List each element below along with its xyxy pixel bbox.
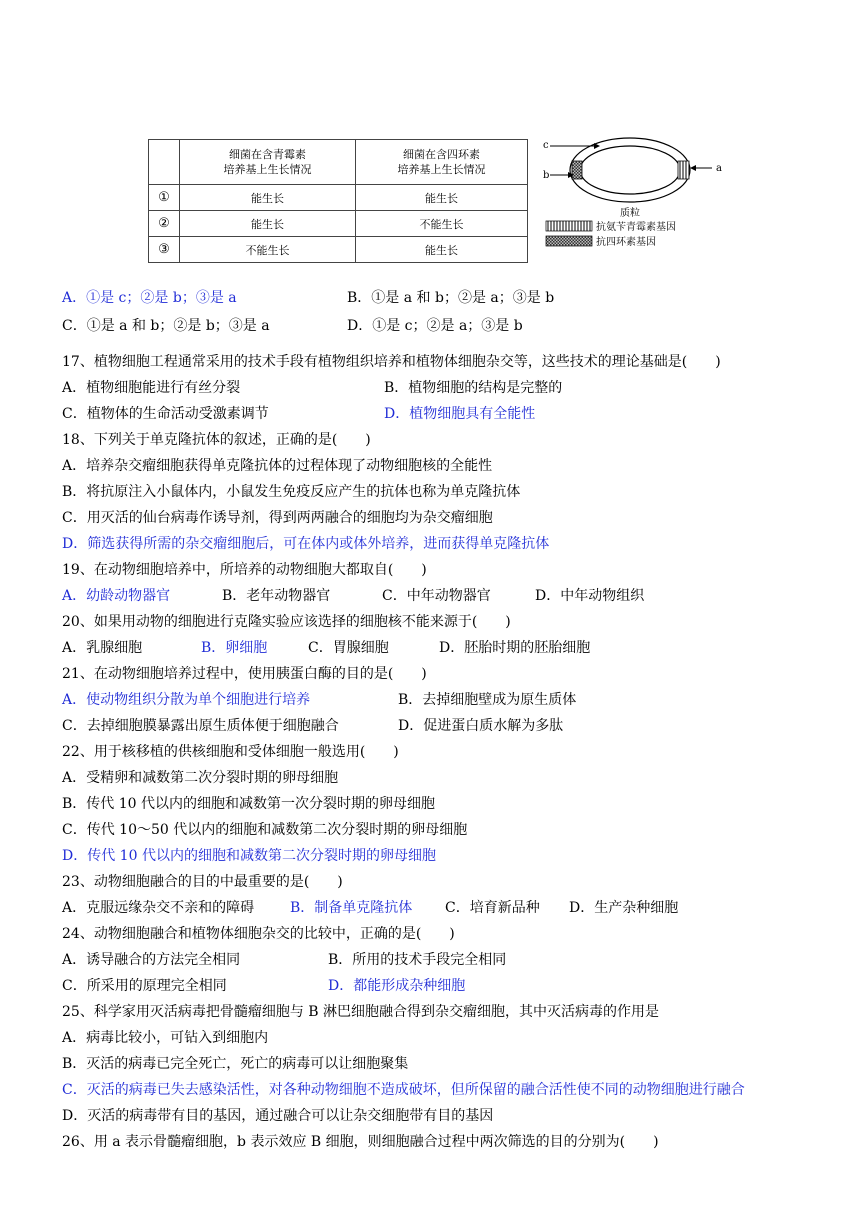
table-cell: 能生长	[356, 185, 528, 211]
q19-option-c: C．中年动物器官	[382, 588, 491, 604]
q22-option-b: B．传代 10 代以内的细胞和减数第一次分裂时期的卵母细胞	[62, 796, 436, 812]
q23-option-d: D．生产杂种细胞	[569, 900, 679, 916]
q24-option-c: C．所采用的原理完全相同	[62, 978, 227, 994]
q25-option-d: D．灭活的病毒带有目的基因，通过融合可以让杂交细胞带有目的基因	[62, 1108, 494, 1124]
q21-stem: 21、在动物细胞培养过程中，使用胰蛋白酶的目的是( )	[62, 666, 427, 682]
header-line: 细菌在含青霉素	[229, 148, 306, 161]
q25-option-a: A．病毒比较小，可钻入到细胞内	[62, 1030, 269, 1046]
q19-stem: 19、在动物细胞培养中，所培养的动物细胞大都取自( )	[62, 562, 427, 578]
q20-option-c: C．胃腺细胞	[308, 640, 389, 656]
q20-stem: 20、如果用动物的细胞进行克隆实验应该选择的细胞核不能来源于( )	[62, 614, 511, 630]
q16-option-b: B．①是 a 和 b；②是 a；③是 b	[347, 290, 555, 306]
table-header-blank	[149, 140, 180, 185]
q17-option-d: D．植物细胞具有全能性	[384, 406, 536, 422]
legend-tetracycline-label: 抗四环素基因	[596, 237, 656, 248]
q17-option-a: A．植物细胞能进行有丝分裂	[62, 380, 241, 396]
legend-ampicillin-swatch	[546, 221, 592, 231]
table-row	[149, 185, 528, 211]
label-b: b	[543, 170, 550, 181]
q21-option-a: A．使动物组织分散为单个细胞进行培养	[62, 692, 311, 708]
table-cell: ③	[149, 237, 180, 263]
q22-option-a: A．受精卵和减数第二次分裂时期的卵母细胞	[62, 770, 339, 786]
q17-stem: 17、植物细胞工程通常采用的技术手段有植物组织培养和植物体细胞杂交等，这些技术的理论基础是( )	[62, 354, 721, 370]
plasmid-caption: 质粒	[620, 208, 640, 219]
legend-ampicillin-label: 抗氨苄青霉素基因	[596, 222, 676, 233]
q19-option-b: B．老年动物器官	[222, 588, 331, 604]
q25-stem: 25、科学家用灭活病毒把骨髓瘤细胞与 B 淋巴细胞融合得到杂交瘤细胞，其中灭活病毒的作用是	[62, 1004, 660, 1020]
table-cell: 不能生长	[180, 237, 356, 263]
arrow-a	[690, 165, 712, 171]
q18-stem: 18、下列关于单克隆抗体的叙述，正确的是( )	[62, 432, 371, 448]
tetracycline-gene-segment	[572, 161, 582, 179]
q19-option-d: D．中年动物组织	[535, 588, 645, 604]
q20-option-a: A．乳腺细胞	[62, 640, 143, 656]
table-cell: 能生长	[356, 237, 528, 263]
q17-option-b: B．植物细胞的结构是完整的	[384, 380, 563, 396]
q24-stem: 24、动物细胞融合和植物体细胞杂交的比较中，正确的是( )	[62, 926, 455, 942]
q24-option-d: D．都能形成杂种细胞	[328, 978, 466, 994]
q26-stem: 26、用 a 表示骨髓瘤细胞，b 表示效应 B 细胞，则细胞融合过程中两次筛选的目的分别为( )	[62, 1134, 659, 1150]
q18-option-a: A．培养杂交瘤细胞获得单克隆抗体的过程体现了动物细胞核的全能性	[62, 458, 493, 474]
q22-stem: 22、用于核移植的供核细胞和受体细胞一般选用( )	[62, 744, 399, 760]
q18-option-d: D．筛选获得所需的杂交瘤细胞后，可在体内或体外培养，进而获得单克隆抗体	[62, 536, 550, 552]
q20-option-b: B．卵细胞	[201, 640, 268, 656]
plasmid-diagram	[538, 133, 738, 253]
q22-option-d: D．传代 10 代以内的细胞和减数第二次分裂时期的卵母细胞	[62, 848, 436, 864]
legend-tetracycline-swatch	[546, 236, 592, 246]
table-cell: ①	[149, 185, 180, 211]
arrow-c	[550, 143, 600, 149]
header-line: 细菌在含四环素	[403, 148, 480, 161]
q16-option-a: A．①是 c；②是 b；③是 a	[62, 290, 237, 306]
q25-option-b: B．灭活的病毒已完全死亡，死亡的病毒可以让细胞聚集	[62, 1056, 409, 1072]
label-c: c	[543, 140, 549, 151]
table-header-row	[149, 140, 528, 185]
q23-option-c: C．培育新品种	[445, 900, 540, 916]
q18-option-c: C．用灭活的仙台病毒作诱导剂，得到两两融合的细胞均为杂交瘤细胞	[62, 510, 493, 526]
q24-option-a: A．诱导融合的方法完全相同	[62, 952, 241, 968]
q20-option-d: D．胚胎时期的胚胎细胞	[439, 640, 591, 656]
table-header-penicillin	[180, 140, 356, 185]
q21-option-d: D．促进蛋白质水解为多肽	[398, 718, 564, 734]
table-row	[149, 237, 528, 263]
table-cell: 能生长	[180, 185, 356, 211]
table-header-tetracycline	[356, 140, 528, 185]
table-cell: ②	[149, 211, 180, 237]
q16-option-d: D．①是 c；②是 a；③是 b	[347, 318, 523, 334]
table-cell: 不能生长	[356, 211, 528, 237]
q19-option-a: A．幼龄动物器官	[62, 588, 171, 604]
plasmid-ring	[570, 138, 690, 202]
q25-option-c: C．灭活的病毒已失去感染活性，对各种动物细胞不造成破坏，但所保留的融合活性使不同的动物细胞进行融合	[62, 1082, 745, 1098]
q18-option-b: B．将抗原注入小鼠体内，小鼠发生免疫反应产生的抗体也称为单克隆抗体	[62, 484, 521, 500]
growth-table	[148, 139, 528, 263]
q23-stem: 23、动物细胞融合的目的中最重要的是( )	[62, 874, 343, 890]
q16-option-c: C．①是 a 和 b；②是 b；③是 a	[62, 318, 270, 334]
table-row	[149, 211, 528, 237]
q23-option-b: B．制备单克隆抗体	[290, 900, 413, 916]
header-line: 培养基上生长情况	[223, 163, 312, 176]
q21-option-c: C．去掉细胞膜暴露出原生质体便于细胞融合	[62, 718, 339, 734]
q21-option-b: B．去掉细胞壁成为原生质体	[398, 692, 577, 708]
header-line: 培养基上生长情况	[397, 163, 486, 176]
ampicillin-gene-segment	[678, 161, 689, 179]
table-cell: 能生长	[180, 211, 356, 237]
q24-option-b: B．所用的技术手段完全相同	[328, 952, 507, 968]
label-a: a	[716, 163, 722, 174]
q23-option-a: A．克服远缘杂交不亲和的障碍	[62, 900, 255, 916]
q22-option-c: C．传代 10～50 代以内的细胞和减数第二次分裂时期的卵母细胞	[62, 822, 468, 838]
q17-option-c: C．植物体的生命活动受激素调节	[62, 406, 269, 422]
